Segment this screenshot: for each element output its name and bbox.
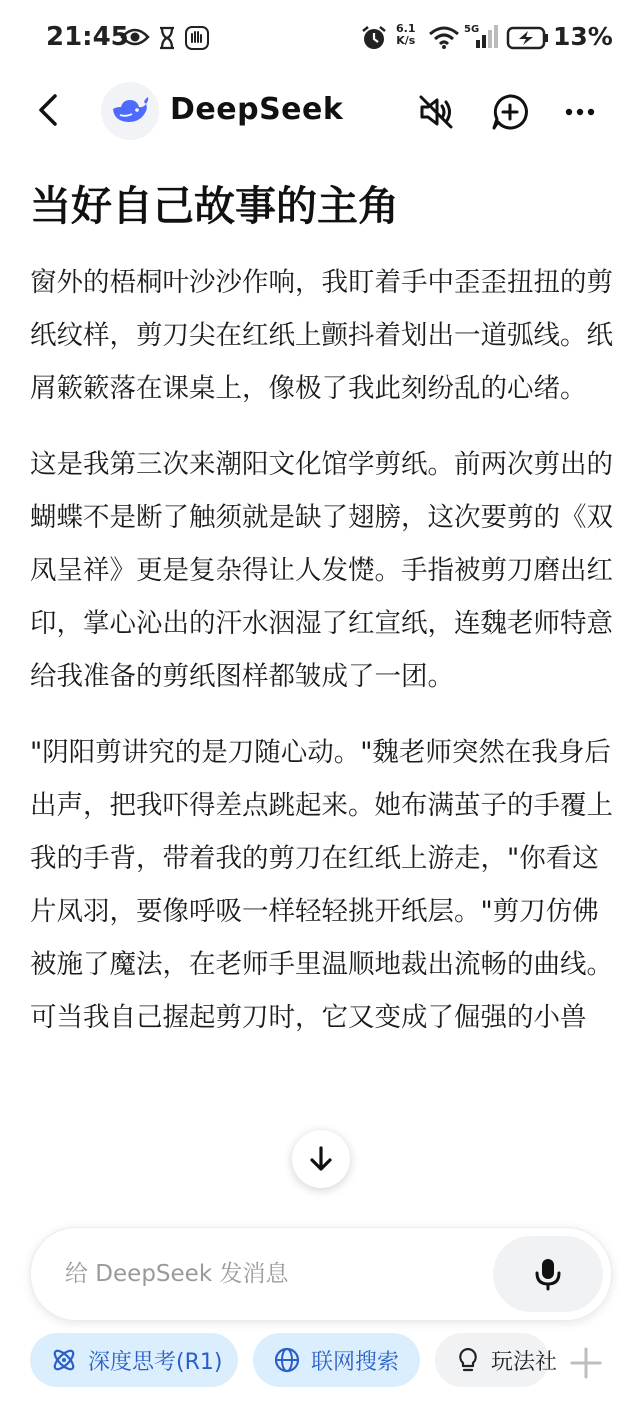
deepseek-logo <box>101 82 159 140</box>
hourglass-icon <box>158 26 176 54</box>
status-bar <box>0 0 640 78</box>
back-button[interactable] <box>30 90 70 130</box>
plus-icon <box>566 1343 606 1383</box>
new-chat-button[interactable] <box>488 90 532 134</box>
net-speed-value: 6.1 <box>396 22 416 35</box>
net-speed <box>396 23 416 47</box>
scroll-to-bottom-button[interactable] <box>292 1130 350 1188</box>
globe-icon <box>273 1346 301 1374</box>
wifi-icon <box>428 26 460 54</box>
add-attachment-button[interactable] <box>566 1343 606 1383</box>
deep-think-chip[interactable] <box>30 1333 238 1387</box>
article-paragraph: "阴阳剪讲究的是刀随心动。"魏老师突然在我身后出声，把我吓得差点跳起来。她布满茧子的手覆上我的手背，带着我的剪刀在红纸上游走，"你看这片凤羽，要像呼吸一样轻轻挑开纸层。"剪刀仿佛被施了魔法，在老师手里温顺地裁出流畅的曲线。可当我自己握起剪刀时，它又变成了倔强的小兽 <box>30 737 613 1033</box>
signal-label: 5G <box>464 24 480 35</box>
alarm-icon <box>360 24 388 56</box>
article-title: 当好自己故事的主角 <box>30 182 399 230</box>
playbook-chip[interactable] <box>435 1333 558 1387</box>
eye-icon <box>120 27 150 51</box>
article-paragraph: 窗外的梧桐叶沙沙作响，我盯着手中歪歪扭扭的剪纸纹样，剪刀尖在红纸上颤抖着划出一道弧线。纸屑簌簌落在课桌上，像极了我此刻纷乱的心绪。 <box>30 267 613 404</box>
back-icon <box>30 90 70 130</box>
net-speed-unit: K/s <box>396 34 416 47</box>
deep-think-label: 深度思考(R1) <box>88 1349 223 1375</box>
status-time: 21:45 <box>46 22 129 52</box>
more-button[interactable] <box>558 90 602 134</box>
battery-charging-icon <box>506 25 550 55</box>
app-title: DeepSeek <box>170 92 344 127</box>
atom-icon <box>50 1346 78 1374</box>
battery-percent: 13% <box>553 22 613 51</box>
hand-icon <box>184 25 210 55</box>
article-paragraph: 这是我第三次来潮阳文化馆学剪纸。前两次剪出的蝴蝶不是断了触须就是缺了翅膀，这次要剪的《双凤呈祥》更是复杂得让人发憷。手指被剪刀磨出红印，掌心沁出的汗水洇湿了红宣纸，连魏老师特意给我准备的剪纸图样都皱成了一团。 <box>30 449 613 692</box>
more-icon <box>560 92 600 132</box>
web-search-chip[interactable] <box>253 1333 420 1387</box>
article-content <box>30 170 615 1067</box>
app-header <box>0 78 640 144</box>
signal-icon <box>464 22 498 54</box>
microphone-icon <box>533 1257 563 1291</box>
mute-speaker-icon <box>416 92 456 132</box>
new-chat-icon <box>490 92 530 132</box>
arrow-down-icon <box>306 1144 336 1174</box>
playbook-label: 玩法社 <box>491 1349 558 1375</box>
mute-button[interactable] <box>414 90 458 134</box>
lightbulb-icon <box>455 1346 481 1374</box>
web-search-label: 联网搜索 <box>311 1349 400 1375</box>
deepseek-whale-logo <box>110 95 150 127</box>
message-input[interactable] <box>65 1254 485 1294</box>
message-composer <box>30 1227 612 1321</box>
voice-input-button[interactable] <box>493 1236 603 1312</box>
